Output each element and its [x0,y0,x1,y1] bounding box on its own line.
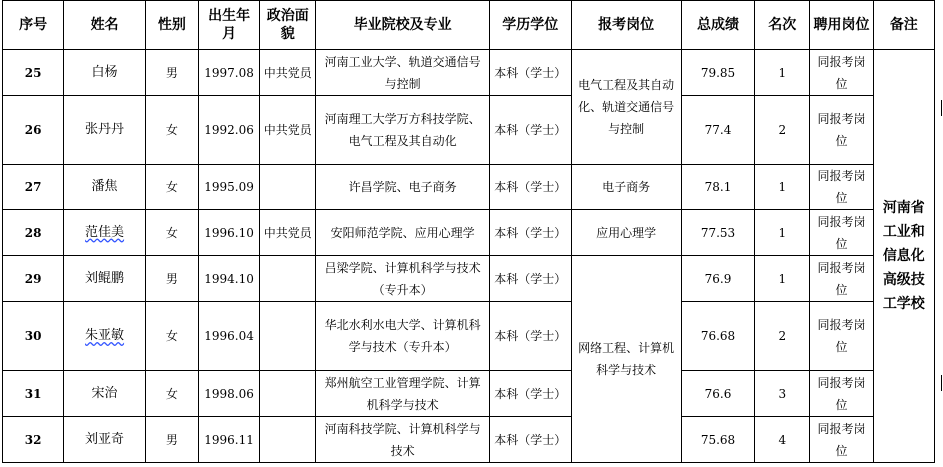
cell-rank: 2 [755,96,810,165]
table-row [3,371,935,417]
cell-rank: 3 [755,371,810,417]
cell-gender: 男 [145,417,198,463]
cell-no: 32 [3,417,64,463]
cell-gender: 女 [145,371,198,417]
header-school: 毕业院校及专业 [316,1,490,50]
cell-school: 华北水利水电大学、计算机科学与技术（专升本） [316,302,490,371]
cell-gender: 女 [145,210,198,256]
header-score: 总成绩 [681,1,754,50]
cell-politics [260,165,316,210]
cell-name [64,302,146,371]
cell-school: 河南科技学院、计算机科学与技术 [316,417,490,463]
cell-score: 76.68 [681,302,754,371]
header-birth: 出生年月 [198,1,259,50]
cell-degree: 本科（学士） [489,256,571,302]
recruitment-table [2,0,935,463]
cell-birth: 1996.04 [198,302,259,371]
cell-degree: 本科（学士） [489,165,571,210]
cell-hire: 同报考岗位 [810,302,873,371]
cell-position-group-3: 应用心理学 [571,210,681,256]
cell-school: 安阳师范学院、应用心理学 [316,210,490,256]
cell-no: 27 [3,165,64,210]
cell-rank: 4 [755,417,810,463]
cell-score: 77.53 [681,210,754,256]
cell-politics [260,417,316,463]
cell-position-group-4: 网络工程、计算机科学与技术 [571,256,681,463]
margin-tick [937,375,942,391]
cell-name: 白杨 [64,50,146,96]
cell-politics: 中共党员 [260,50,316,96]
cell-degree: 本科（学士） [489,50,571,96]
cell-school: 许昌学院、电子商务 [316,165,490,210]
cell-degree: 本科（学士） [489,371,571,417]
header-rank: 名次 [755,1,810,50]
header-politics: 政治面貌 [260,1,316,50]
cell-hire: 同报考岗位 [810,210,873,256]
header-note: 备注 [873,1,934,50]
table-row [3,302,935,371]
cell-score: 79.85 [681,50,754,96]
cell-birth: 1996.11 [198,417,259,463]
cell-name: 刘鲲鹏 [64,256,146,302]
cell-score: 78.1 [681,165,754,210]
cell-politics: 中共党员 [260,96,316,165]
cell-hire: 同报考岗位 [810,50,873,96]
cell-rank: 1 [755,50,810,96]
cell-politics [260,371,316,417]
cell-name: 刘亚奇 [64,417,146,463]
header-position: 报考岗位 [571,1,681,50]
table-row [3,50,935,96]
cell-birth: 1994.10 [198,256,259,302]
cell-rank: 1 [755,210,810,256]
cell-politics [260,302,316,371]
cell-position-group-2: 电子商务 [571,165,681,210]
cell-birth: 1992.06 [198,96,259,165]
cell-hire: 同报考岗位 [810,96,873,165]
margin-tick [937,100,942,116]
cell-school: 郑州航空工业管理学院、计算机科学与技术 [316,371,490,417]
cell-rank: 1 [755,165,810,210]
cell-rank: 1 [755,256,810,302]
header-row [3,1,935,50]
cell-no: 29 [3,256,64,302]
cell-hire: 同报考岗位 [810,165,873,210]
cell-gender: 男 [145,50,198,96]
cell-gender: 女 [145,165,198,210]
cell-birth: 1998.06 [198,371,259,417]
header-gender: 性别 [145,1,198,50]
cell-no: 28 [3,210,64,256]
cell-birth: 1996.10 [198,210,259,256]
cell-school: 吕梁学院、计算机科学与技术（专升本） [316,256,490,302]
cell-score: 76.6 [681,371,754,417]
cell-hire: 同报考岗位 [810,371,873,417]
cell-score: 76.9 [681,256,754,302]
table-row [3,417,935,463]
cell-gender: 女 [145,96,198,165]
cell-degree: 本科（学士） [489,210,571,256]
cell-no: 25 [3,50,64,96]
cell-birth: 1995.09 [198,165,259,210]
cell-birth: 1997.08 [198,50,259,96]
cell-degree: 本科（学士） [489,417,571,463]
cell-politics: 中共党员 [260,210,316,256]
cell-position-group-1: 电气工程及其自动化、轨道交通信号与控制 [571,50,681,165]
cell-degree: 本科（学士） [489,96,571,165]
cell-degree: 本科（学士） [489,302,571,371]
header-name: 姓名 [64,1,146,50]
cell-name: 张丹丹 [64,96,146,165]
cell-hire: 同报考岗位 [810,256,873,302]
table-row [3,210,935,256]
cell-politics [260,256,316,302]
cell-hire: 同报考岗位 [810,417,873,463]
table-row [3,256,935,302]
cell-school: 河南理工大学万方科技学院、电气工程及其自动化 [316,96,490,165]
header-degree: 学历学位 [489,1,571,50]
table-row [3,96,935,165]
header-no: 序号 [3,1,64,50]
cell-gender: 男 [145,256,198,302]
cell-note: 河南省工业和信息化高级技工学校 [873,50,934,463]
cell-no: 26 [3,96,64,165]
name-text: 朱亚敏 [85,328,125,343]
cell-gender: 女 [145,302,198,371]
name-text: 范佳美 [85,224,125,240]
cell-name: 潘焦 [64,165,146,210]
cell-name: 宋治 [64,371,146,417]
cell-name [64,210,146,256]
cell-rank: 2 [755,302,810,371]
cell-no: 31 [3,371,64,417]
cell-school: 河南工业大学、轨道交通信号与控制 [316,50,490,96]
cell-score: 75.68 [681,417,754,463]
header-hire: 聘用岗位 [810,1,873,50]
cell-no: 30 [3,302,64,371]
table-row [3,165,935,210]
cell-score: 77.4 [681,96,754,165]
